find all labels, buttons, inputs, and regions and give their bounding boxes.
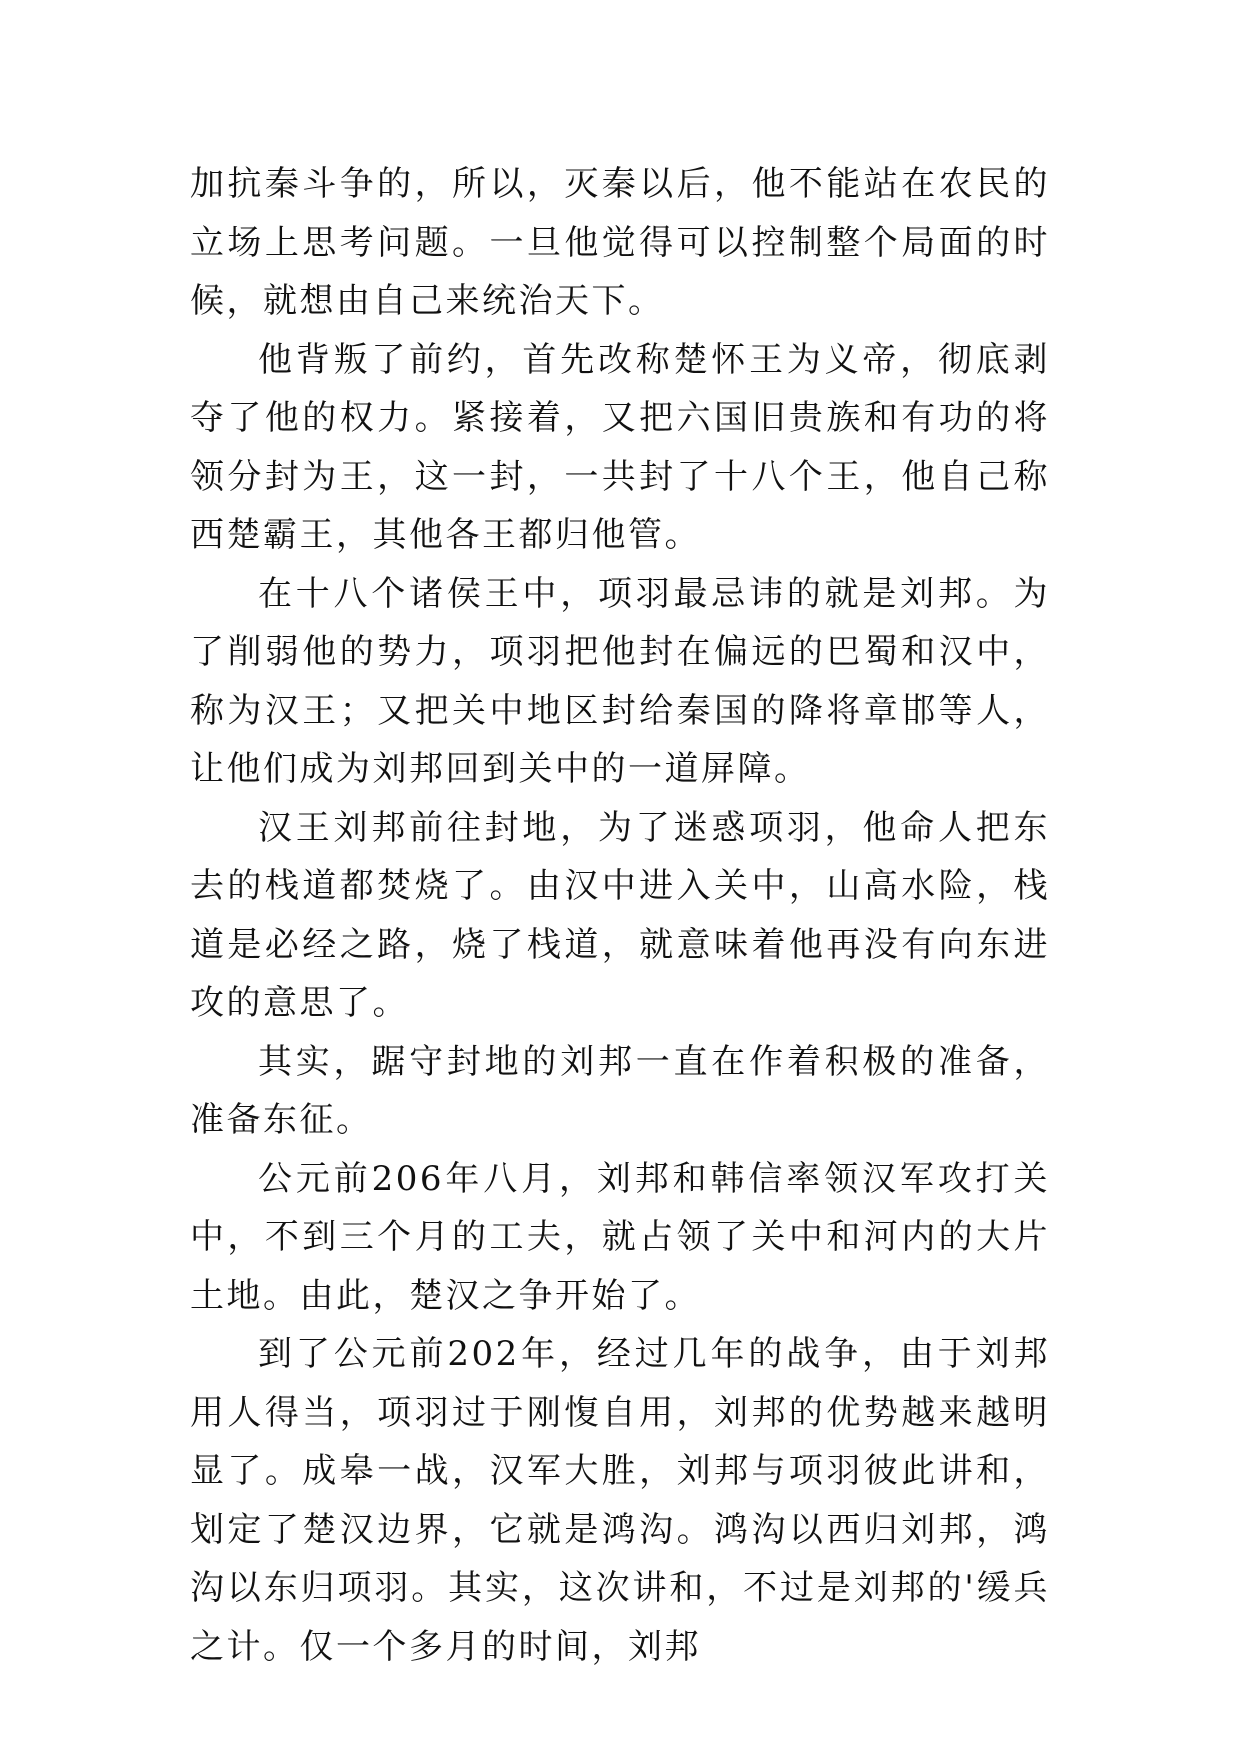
paragraph: 汉王刘邦前往封地，为了迷惑项羽，他命人把东去的栈道都焚烧了。由汉中进入关中，山高水险，栈道是必经之路，烧了栈道，就意味着他再没有向东进攻的意思了。 xyxy=(190,807,1050,1023)
document-body xyxy=(190,155,1050,1676)
paragraph: 其实，踞守封地的刘邦一直在作着积极的准备，准备东征。 xyxy=(190,1041,1050,1140)
paragraph: 在十八个诸侯王中，项羽最忌讳的就是刘邦。为了削弱他的势力，项羽把他封在偏远的巴蜀和汉中，称为汉王；又把关中地区封给秦国的降将章邯等人，让他们成为刘邦回到关中的一道屏障。 xyxy=(190,573,1050,789)
paragraph: 公元前206年八月，刘邦和韩信率领汉军攻打关中，不到三个月的工夫，就占领了关中和河内的大片土地。由此，楚汉之争开始了。 xyxy=(190,1158,1050,1316)
paragraph-continued: 加抗秦斗争的，所以，灭秦以后，他不能站在农民的立场上思考问题。一旦他觉得可以控制整个局面的时候，就想由自己来统治天下。 xyxy=(190,164,1050,321)
paragraph: 他背叛了前约，首先改称楚怀王为义帝，彻底剥夺了他的权力。紧接着，又把六国旧贵族和有功的将领分封为王，这一封，一共封了十八个王，他自己称西楚霸王，其他各王都归他管。 xyxy=(190,339,1050,555)
paragraph: 到了公元前202年，经过几年的战争，由于刘邦用人得当，项羽过于刚愎自用，刘邦的优势越来越明显了。成皋一战，汉军大胜，刘邦与项羽彼此讲和，划定了楚汉边界，它就是鸿沟。鸿沟以西归刘邦，鸿沟以东归项羽。其实，这次讲和，不过是刘邦的'缓兵之计。仅一个多月的时间，刘邦 xyxy=(190,1334,1050,1667)
